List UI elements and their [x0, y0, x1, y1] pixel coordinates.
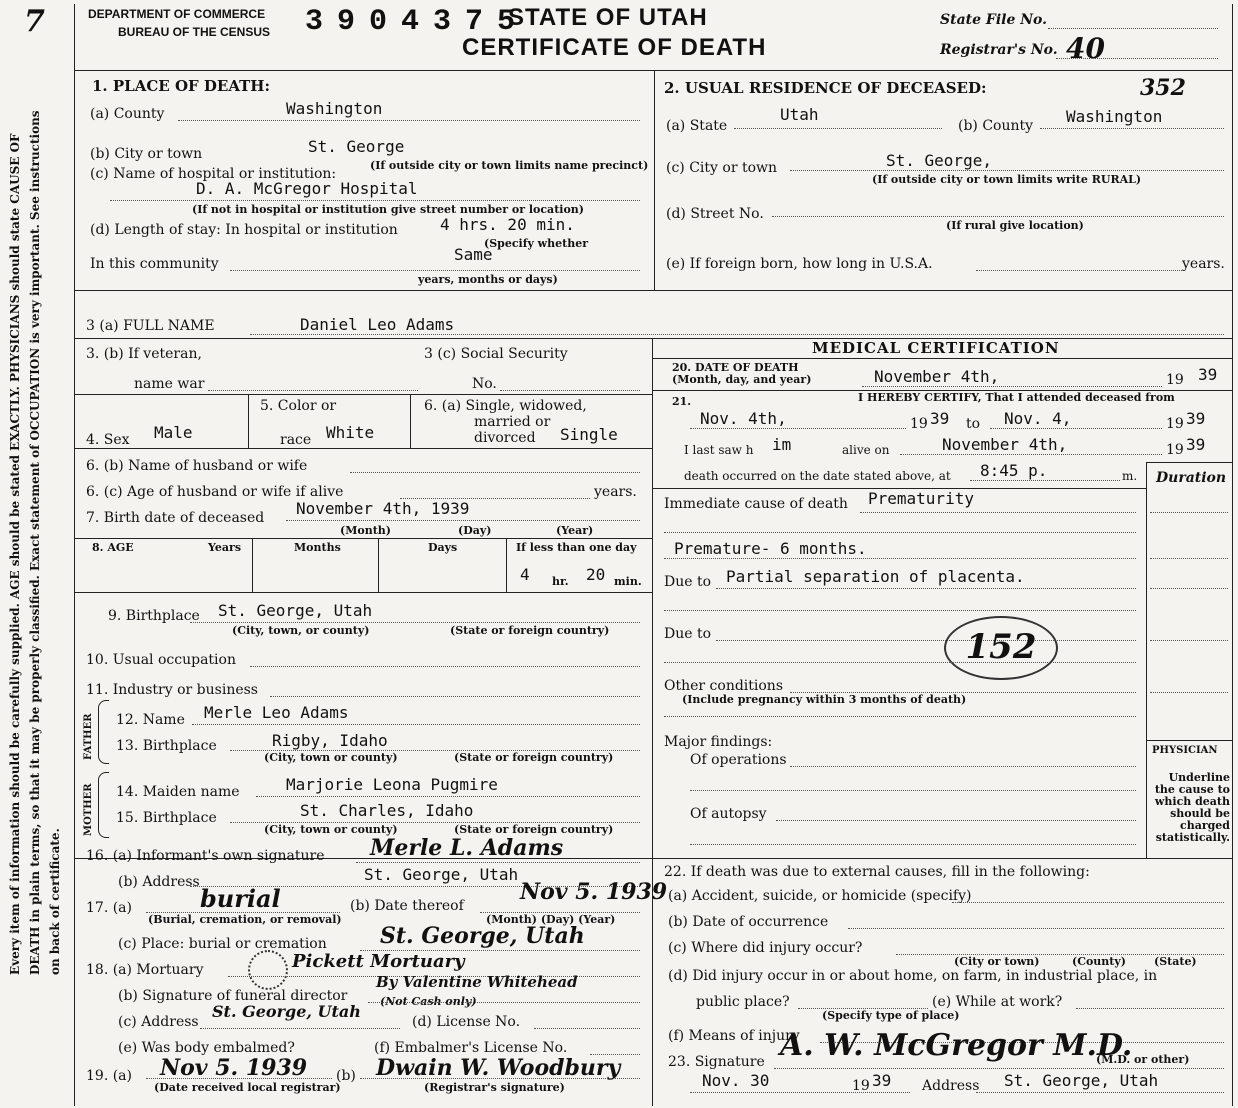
due-to-value-1: Partial separation of placenta. [726, 567, 1025, 586]
external-causes-heading: 22. If death was due to external causes, fill in the following: [664, 864, 1090, 880]
death-time-value: 8:45 p. [980, 461, 1048, 480]
mother-bracket [98, 772, 109, 838]
death-occurred-label: death occurred on the date stated above, at [684, 469, 951, 483]
ymd-note: years, months or days) [418, 273, 558, 286]
public-place-label: public place? [696, 994, 790, 1010]
underline-note: Underline the cause to which death should be charged statistically. [1154, 771, 1230, 844]
full-name-value: Daniel Leo Adams [300, 315, 455, 334]
home-farm-label: (d) Did injury occur in or about home, on farm, in industrial place, in [668, 968, 1158, 984]
age-days-col: Days [428, 541, 458, 554]
duration-column-divider [1146, 462, 1147, 858]
margin-instructions-1: Every item of information should be carefully supplied. AGE should be stated EXACTLY. PHYSICIANS should state CAUSE OF [8, 133, 22, 975]
sig-year-value: 39 [872, 1071, 892, 1090]
registrar-signature-value: Dwain W. Woodbury [376, 1055, 621, 1081]
marital-label-1: 6. (a) Single, widowed, [424, 398, 587, 414]
specify-note: (Specify whether [484, 237, 589, 250]
stamp-number: 152 [944, 616, 1058, 680]
age-hr-label: hr. [552, 575, 569, 588]
department-label: DEPARTMENT OF COMMERCE [88, 7, 266, 21]
certificate-number: 3904375 [305, 5, 530, 39]
burial-date-value: Nov 5. 1939 [520, 879, 668, 905]
burial-place-value: St. George, Utah [380, 923, 585, 949]
right-mark: 352 [1140, 75, 1186, 101]
social-security-label: 3 (c) Social Security [424, 346, 568, 362]
margin-instructions-2: DEATH in plain terms, so that it may be properly classified. Exact statement of OCCUPATION is very important. See instructions [28, 110, 42, 975]
operations-label: Of operations [690, 752, 787, 768]
major-findings-label: Major findings: [664, 734, 773, 750]
sex-row-top [74, 394, 652, 395]
m-label: m. [1122, 469, 1138, 483]
length-of-stay-value: 4 hrs. 20 min. [440, 215, 575, 234]
registrars-no-label: Registrar's No. [940, 42, 1058, 58]
age-div-3 [506, 538, 507, 592]
mother-name-line [256, 796, 640, 797]
lastsaw-year-value: 39 [1186, 435, 1206, 454]
birth-day-note: (Day) [458, 524, 492, 537]
birthplace-line [190, 622, 640, 623]
place-of-death-heading: 1. PLACE OF DEATH: [92, 77, 271, 95]
state-file-line [1048, 28, 1218, 29]
residence-county-label: (b) County [958, 118, 1034, 134]
registrars-no-line [1056, 58, 1218, 59]
duration-top [1146, 462, 1232, 463]
autopsy-line-2 [690, 844, 1136, 845]
age-min-label: min. [614, 575, 642, 588]
dueto2-line [716, 640, 1136, 641]
mother-birthplace-value: St. Charles, Idaho [300, 801, 474, 820]
lastsaw-line [900, 454, 1162, 455]
funeral-director-label: (b) Signature of funeral director [118, 988, 348, 1004]
other-conditions-label: Other conditions [664, 678, 784, 694]
occupation-label: 10. Usual occupation [86, 652, 236, 668]
name-line [250, 334, 1224, 335]
mother-state-note: (State or foreign country) [454, 823, 614, 836]
physician-label: PHYSICIAN [1152, 745, 1218, 756]
physician-top [1146, 740, 1232, 741]
foreign-born-label: (e) If foreign born, how long in U.S.A. [666, 256, 933, 272]
cause-line-2 [664, 532, 1136, 533]
lastsaw-year-prefix: 19 [1166, 442, 1184, 458]
county-line [178, 120, 640, 121]
res-city-line [790, 170, 1224, 171]
registrar-line [360, 1078, 640, 1079]
operations-line [790, 766, 1136, 767]
residence-state-label: (a) State [666, 118, 728, 134]
middle-column-divider [652, 338, 653, 858]
certificate-title: CERTIFICATE OF DEATH [462, 34, 767, 61]
father-side-label: FATHER [83, 713, 94, 760]
ss-line [500, 390, 640, 391]
to-year-prefix: 19 [1166, 416, 1184, 432]
birth-year-note: (Year) [556, 524, 594, 537]
age-years-col: Years [208, 541, 242, 554]
informant-address-label: (b) Address [118, 874, 200, 890]
sex-label: 4. Sex [86, 432, 130, 448]
cause-line-5 [664, 662, 1136, 663]
husband-name-label: 6. (b) Name of husband or wife [86, 458, 308, 474]
director-line [368, 1002, 640, 1003]
to-label: to [966, 416, 981, 432]
license-line [534, 1028, 640, 1029]
cause-line-6 [664, 716, 1136, 717]
dur-2 [1150, 558, 1228, 559]
work-line [1076, 1008, 1224, 1009]
burial-note: (Burial, cremation, or removal) [148, 913, 342, 926]
outside-limits-note: (If outside city or town limits name precinct) [370, 159, 649, 172]
dod-year-value: 39 [1198, 365, 1218, 384]
father-state-note: (State or foreign country) [454, 751, 614, 764]
mortuary-address-line [200, 1028, 400, 1029]
birthplace-label: 9. Birthplace [108, 608, 200, 624]
burial-value: burial [200, 884, 281, 913]
header-divider [74, 70, 1232, 71]
mother-name-value: Marjorie Leona Pugmire [286, 775, 498, 794]
other-line [790, 692, 1136, 693]
res-county-line [1040, 128, 1224, 129]
registrar-sig-label: (b) [336, 1068, 356, 1084]
where-injury-label: (c) Where did injury occur? [668, 940, 863, 956]
age-label: 8. AGE [92, 541, 134, 554]
race-divider [410, 394, 411, 448]
birth-date-value: November 4th, 1939 [296, 499, 470, 518]
burial-place-label: (c) Place: burial or cremation [118, 936, 327, 952]
industry-label: 11. Industry or business [86, 682, 258, 698]
marital-value: Single [560, 425, 618, 444]
birthplace-value: St. George, Utah [218, 601, 373, 620]
age-minutes-value: 20 [586, 565, 606, 584]
where-city-note: (City or town) [954, 955, 1040, 968]
community-value: Same [454, 245, 493, 264]
signature-date-value: Nov. 30 [702, 1071, 770, 1090]
md-note: (M.D. or other) [1096, 1053, 1190, 1066]
certify-num: 21. [672, 395, 692, 408]
other-conditions-note: (Include pregnancy within 3 months of death) [682, 693, 967, 706]
mortuary-label: 18. (a) Mortuary [86, 962, 204, 978]
immediate-cause-value: Prematurity [868, 489, 974, 508]
mother-city-note: (City, town or county) [264, 823, 398, 836]
ss-no-label: No. [472, 376, 497, 392]
received-label: 19. (a) [86, 1068, 132, 1084]
certify-text: I HEREBY CERTIFY, That I attended deceased from [858, 391, 1175, 404]
state-title: STATE OF UTAH [508, 4, 708, 31]
rural-location-note: (If rural give location) [946, 219, 1084, 232]
from-year-value: 39 [930, 409, 950, 428]
where-state-note: (State) [1154, 955, 1197, 968]
street-label: (d) Street No. [666, 206, 764, 222]
top-column-divider [654, 70, 655, 290]
husband-age-years: years. [594, 484, 637, 500]
father-name-line [192, 724, 640, 725]
mother-side-label: MOTHER [83, 783, 94, 836]
left-margin-border [74, 4, 75, 1106]
age-div-2 [378, 538, 379, 592]
death-city-value: St. George [308, 137, 405, 156]
embalmed-label: (e) Was body embalmed? [118, 1040, 295, 1056]
burial-date-label: (b) Date thereof [350, 898, 464, 914]
corner-mark: 7 [24, 4, 45, 39]
to-year-value: 39 [1186, 409, 1206, 428]
informant-line [356, 862, 640, 863]
burial-date-note: (Month) (Day) (Year) [486, 913, 616, 926]
alive-on-label: alive on [842, 443, 890, 457]
right-border [1232, 4, 1233, 1106]
mortuary-value: Pickett Mortuary [292, 951, 465, 972]
section-divider [74, 290, 1232, 291]
res-state-line [734, 128, 942, 129]
foreign-years-label: years. [1182, 256, 1225, 272]
cause-line-3 [664, 558, 1136, 559]
received-line [146, 1078, 332, 1079]
sig-year-prefix: 19 [852, 1078, 870, 1094]
margin-instructions-3: on back of certificate. [48, 828, 62, 975]
hospital-note: (If not in hospital or institution give street number or location) [192, 203, 584, 216]
last-saw-label: I last saw h [684, 443, 754, 457]
name-war-line [208, 390, 418, 391]
from-line [690, 428, 906, 429]
foreign-line [976, 270, 1182, 271]
specify-place-note: (Specify type of place) [822, 1009, 960, 1022]
community-line [230, 270, 640, 271]
birthplace-city-note: (City, town, or county) [232, 624, 370, 637]
residence-state-value: Utah [780, 105, 819, 124]
funeral-director-value: By Valentine Whitehead [376, 973, 578, 991]
last-saw-him: im [772, 435, 792, 454]
father-birthplace-value: Rigby, Idaho [272, 731, 388, 750]
accident-label: (a) Accident, suicide, or homicide (specify) [668, 888, 972, 904]
means-of-injury-label: (f) Means of injury [668, 1028, 800, 1044]
received-note: (Date received local registrar) [154, 1081, 341, 1094]
informant-address-value: St. George, Utah [364, 865, 519, 884]
signature-label: 23. Signature [668, 1054, 765, 1070]
hospital-line [110, 200, 640, 201]
race-label: race [280, 432, 312, 448]
full-name-label: 3 (a) FULL NAME [86, 318, 215, 334]
registrars-no-value: 40 [1066, 32, 1105, 65]
received-date-value: Nov 5. 1939 [160, 1055, 308, 1081]
medical-heading: MEDICAL CERTIFICATION [812, 339, 1060, 357]
attended-from-value: Nov. 4th, [700, 409, 787, 428]
last-saw-value: November 4th, [942, 435, 1068, 454]
embalmer-license-label: (f) Embalmer's License No. [374, 1040, 568, 1056]
date-of-death-value: November 4th, [874, 367, 1000, 386]
dur-4 [1150, 640, 1228, 641]
dur-5 [1150, 692, 1228, 693]
age-hours-value: 4 [520, 565, 530, 584]
birth-month-note: (Month) [340, 524, 391, 537]
informant-signature-value: Merle L. Adams [370, 835, 564, 861]
father-birthplace-label: 13. Birthplace [116, 738, 217, 754]
residence-city-label: (c) City or town [666, 160, 778, 176]
mortuary-seal [248, 950, 288, 990]
community-label: In this community [90, 256, 219, 272]
signature-line [774, 1068, 1224, 1069]
burial-label: 17. (a) [86, 900, 132, 916]
accident-line [952, 902, 1224, 903]
death-county-label: (a) County [90, 106, 165, 122]
sex-row-bottom [74, 448, 652, 449]
physician-signature-value: A. W. McGregor M.D. [780, 1028, 1133, 1063]
birth-date-label: 7. Birth date of deceased [86, 510, 265, 526]
attended-to-value: Nov. 4, [1004, 409, 1072, 428]
marital-label-2: married or [474, 414, 551, 430]
registrar-sig-note: (Registrar's signature) [424, 1081, 565, 1094]
immediate-cause-label: Immediate cause of death [664, 496, 848, 512]
name-war-label: name war [134, 376, 205, 392]
operations-line-2 [690, 790, 1136, 791]
hospital-label: (c) Name of hospital or institution: [90, 166, 337, 182]
length-of-stay-label: (d) Length of stay: In hospital or institution [90, 222, 398, 238]
husband-age-label: 6. (c) Age of husband or wife if alive [86, 484, 344, 500]
age-div-1 [252, 538, 253, 592]
sex-value: Male [154, 423, 193, 442]
father-name-label: 12. Name [116, 712, 185, 728]
where-county-note: (County) [1072, 955, 1126, 968]
medical-heading-line [652, 358, 1232, 359]
marital-label-3: divorced [474, 430, 536, 446]
sig-address-value: St. George, Utah [1004, 1071, 1159, 1090]
age-row-top [74, 538, 652, 539]
state-file-label: State File No. [940, 12, 1048, 28]
from-year-prefix: 19 [910, 416, 928, 432]
age-lessday-col: If less than one day [516, 541, 637, 554]
occurrence-label: (b) Date of occurrence [668, 914, 829, 930]
father-city-note: (City, town or county) [264, 751, 398, 764]
cause-line-4 [664, 610, 1136, 611]
sex-divider [248, 394, 249, 448]
dod-line [862, 386, 1162, 387]
to-line [990, 428, 1162, 429]
hospital-value: D. A. McGregor Hospital [196, 179, 418, 198]
birth-line [286, 520, 640, 521]
dueto1-line [716, 588, 1136, 589]
autopsy-label: Of autopsy [690, 806, 767, 822]
residence-heading: 2. USUAL RESIDENCE OF DECEASED: [664, 79, 987, 97]
bureau-label: BUREAU OF THE CENSUS [118, 25, 271, 39]
informant-signature-label: 16. (a) Informant's own signature [86, 848, 325, 864]
due-to-label-2: Due to [664, 626, 712, 642]
race-value: White [326, 423, 375, 442]
sig-address-label: Address [922, 1078, 980, 1094]
age-months-col: Months [294, 541, 341, 554]
mortuary-address-value: St. George, Utah [212, 1002, 361, 1021]
due-to-label-1: Due to [664, 574, 712, 590]
mortuary-address-label: (c) Address [118, 1014, 199, 1030]
duration-label: Duration [1156, 470, 1227, 486]
sig-date-line [690, 1092, 910, 1093]
residence-city-value: St. George, [886, 151, 992, 170]
father-bracket [98, 700, 109, 764]
mother-birthplace-label: 15. Birthplace [116, 810, 217, 826]
industry-line [270, 696, 640, 697]
rural-note: (If outside city or town limits write RURAL) [872, 173, 1142, 186]
premature-value: Premature- 6 months. [674, 539, 867, 558]
sig-address-line [976, 1092, 1224, 1093]
color-label: 5. Color or [260, 398, 337, 414]
immediate-line [860, 512, 1136, 513]
veteran-label: 3. (b) If veteran, [86, 346, 202, 362]
husband-line [350, 472, 640, 473]
funeral-director-note: (Not Cash only) [380, 995, 477, 1008]
license-label: (d) License No. [412, 1014, 521, 1030]
death-city-label: (b) City or town [90, 146, 203, 162]
autopsy-line [776, 820, 1136, 821]
occupation-line [250, 666, 640, 667]
residence-county-value: Washington [1066, 107, 1163, 126]
while-at-work-label: (e) While at work? [932, 994, 1063, 1010]
time-line [970, 480, 1120, 481]
father-name-value: Merle Leo Adams [204, 703, 349, 722]
date-of-death-note: (Month, day, and year) [672, 373, 812, 386]
dur-1 [1150, 512, 1228, 513]
dur-3 [1150, 588, 1228, 589]
dod-year-prefix: 19 [1166, 372, 1184, 388]
death-county-value: Washington [286, 99, 383, 118]
date-of-death-label: 20. DATE OF DEATH [672, 361, 799, 374]
age-row-bottom [74, 592, 652, 593]
mother-name-label: 14. Maiden name [116, 784, 240, 800]
birthplace-state-note: (State or foreign country) [450, 624, 610, 637]
occurrence-line [848, 928, 1224, 929]
street-line [772, 216, 1224, 217]
